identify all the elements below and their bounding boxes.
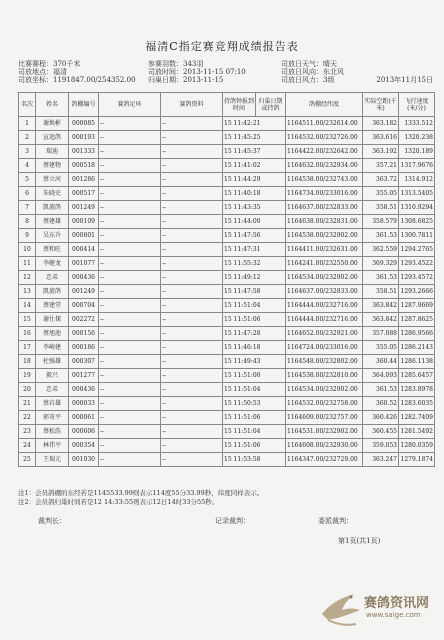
cell-distance: 363.72	[363, 173, 399, 187]
footnote-longitude: 注1：会员鸽棚的东经若是1145533.99则表示114度55分33.99秒，纬度同样表示。	[18, 489, 264, 497]
cell-speed: 1283.8978	[399, 383, 435, 397]
cell-name: 忠弟	[36, 383, 69, 397]
cell-rank: 21	[19, 397, 36, 411]
cell-pigeon-info: --	[161, 411, 223, 425]
cell-name: 蔡松浩	[36, 425, 69, 439]
cell-loft-id: 000704	[69, 299, 99, 313]
cell-rank: 20	[19, 383, 36, 397]
cell-return-time: 15 11:51:04	[223, 383, 286, 397]
cell-rank: 2	[19, 131, 36, 145]
cell-loft-coords: 1164637.00/232833.00	[286, 285, 363, 299]
table-row	[19, 313, 435, 327]
cell-ring: --	[99, 299, 161, 313]
cell-loft-coords: 1164531.00/232902.00	[286, 425, 363, 439]
table-row	[19, 159, 435, 173]
cell-ring: --	[99, 383, 161, 397]
cell-loft-coords: 1164734.00/233016.00	[286, 187, 363, 201]
cell-return-time: 15 11:47:28	[223, 327, 286, 341]
cell-ring: --	[99, 341, 161, 355]
cell-ring: --	[99, 243, 161, 257]
cell-rank: 1	[19, 117, 36, 131]
cell-rank: 4	[19, 159, 36, 173]
cell-name: 蔡和旺	[36, 243, 69, 257]
cell-distance: 360.52	[363, 397, 399, 411]
cell-ring: --	[99, 369, 161, 383]
cell-rank: 22	[19, 411, 36, 425]
cell-pigeon-info: --	[161, 425, 223, 439]
cell-loft-id: 001333	[69, 145, 99, 159]
race-info-wind-date	[281, 76, 433, 84]
cell-rank: 16	[19, 327, 36, 341]
cell-loft-coords: 1164637.00/232833.00	[286, 201, 363, 215]
cell-ring: --	[99, 355, 161, 369]
table-row	[19, 229, 435, 243]
cell-loft-id: 000436	[69, 271, 99, 285]
cell-loft-id: 001249	[69, 201, 99, 215]
cell-distance: 355.05	[363, 187, 399, 201]
table-row	[19, 173, 435, 187]
release-location: 司放地点：福清	[18, 68, 67, 76]
table-row	[19, 341, 435, 355]
cell-return-time: 15 11:45:25	[223, 131, 286, 145]
cell-loft-id: 000801	[69, 229, 99, 243]
cell-loft-coords: 1164724.00/233016.00	[286, 341, 363, 355]
cell-name: 李健龙	[36, 257, 69, 271]
cell-return-time: 15 11:42:21	[223, 117, 286, 131]
cell-ring: --	[99, 117, 161, 131]
cell-speed: 1280.0359	[399, 439, 435, 453]
cell-rank: 13	[19, 285, 36, 299]
cell-speed: 1281.5492	[399, 425, 435, 439]
table-row	[19, 299, 435, 313]
cell-distance: 358.51	[363, 285, 399, 299]
table-row	[19, 355, 435, 369]
watermark-logo	[318, 584, 436, 632]
cell-return-time: 15 11:43:35	[223, 201, 286, 215]
cell-name: 宣追鸽	[36, 131, 69, 145]
cell-ring: --	[99, 327, 161, 341]
cell-name: 王瑞元	[36, 453, 69, 467]
cell-loft-coords: 1164538.00/232743.00	[286, 173, 363, 187]
cell-ring: --	[99, 229, 161, 243]
table-row	[19, 439, 435, 453]
cell-ring: --	[99, 285, 161, 299]
cell-rank: 5	[19, 173, 36, 187]
table-row	[19, 117, 435, 131]
cell-return-time: 15 11:51:04	[223, 299, 286, 313]
cell-distance: 363.842	[363, 299, 399, 313]
table-row	[19, 215, 435, 229]
cell-loft-id: 000033	[69, 397, 99, 411]
cell-pigeon-info: --	[161, 439, 223, 453]
cell-ring: --	[99, 439, 161, 453]
cell-loft-coords: 1164538.00/232810.00	[286, 369, 363, 383]
cell-distance: 360.44	[363, 355, 399, 369]
cell-name: 谢仕探	[36, 313, 69, 327]
cell-pigeon-info: --	[161, 299, 223, 313]
cell-loft-coords: 1164532.00/232758.00	[286, 397, 363, 411]
pigeon-logo-icon	[318, 584, 364, 632]
cell-loft-id: 001277	[69, 369, 99, 383]
cell-pigeon-info: --	[161, 117, 223, 131]
cell-rank: 17	[19, 341, 36, 355]
cell-loft-id: 000109	[69, 215, 99, 229]
header-loft-id: 鸽棚编号	[69, 93, 99, 117]
cell-distance: 358.579	[363, 215, 399, 229]
cell-loft-coords: 1164534.00/232902.00	[286, 271, 363, 285]
cell-pigeon-info: --	[161, 383, 223, 397]
cell-speed: 1282.7409	[399, 411, 435, 425]
cell-speed: 1314.912	[399, 173, 435, 187]
cell-loft-id: 000414	[69, 243, 99, 257]
cell-distance: 361.53	[363, 271, 399, 285]
chief-judge-label: 裁判长：	[38, 517, 66, 525]
cell-rank: 25	[19, 453, 36, 467]
cell-name: 瑞迪	[36, 145, 69, 159]
cell-loft-coords: 1164444.00/232716.00	[286, 313, 363, 327]
cell-name: 毅兴	[36, 369, 69, 383]
cell-loft-coords: 1164241.00/232550.00	[286, 257, 363, 271]
table-row	[19, 243, 435, 257]
cell-return-time: 15 11:40:18	[223, 187, 286, 201]
table-row	[19, 453, 435, 467]
cell-pigeon-info: --	[161, 327, 223, 341]
cell-rank: 15	[19, 313, 36, 327]
header-distance: 实际空距(千米)	[363, 93, 399, 117]
cell-name: 李崎建	[36, 341, 69, 355]
table-row	[19, 187, 435, 201]
race-info-middle	[148, 60, 246, 84]
cell-loft-id: 000156	[69, 327, 99, 341]
watermark-site-name: 赛鸽资讯网	[364, 596, 430, 611]
cell-name: 郭奇平	[36, 411, 69, 425]
cell-speed: 1283.6035	[399, 397, 435, 411]
cell-loft-id: 000436	[69, 383, 99, 397]
cell-pigeon-info: --	[161, 453, 223, 467]
cell-return-time: 15 11:55:32	[223, 257, 286, 271]
cell-speed: 1320.238	[399, 131, 435, 145]
cell-pigeon-info: --	[161, 257, 223, 271]
entry-count: 参赛羽数：343羽	[148, 60, 204, 68]
watermark-url: www.saige.com	[366, 611, 421, 619]
cell-distance: 358.51	[363, 201, 399, 215]
cell-speed: 1286.9566	[399, 327, 435, 341]
cell-loft-id: 000061	[69, 411, 99, 425]
cell-ring: --	[99, 187, 161, 201]
cell-ring: --	[99, 131, 161, 145]
cell-loft-id: 000517	[69, 187, 99, 201]
cell-rank: 9	[19, 229, 36, 243]
cell-name: 谢焕彬	[36, 117, 69, 131]
cell-name: 凯旋鸽	[36, 285, 69, 299]
cell-return-time: 15 11:44:29	[223, 173, 286, 187]
cell-pigeon-info: --	[161, 271, 223, 285]
cell-rank: 6	[19, 187, 36, 201]
cell-return-time: 15 11:51:06	[223, 439, 286, 453]
cell-rank: 23	[19, 425, 36, 439]
table-row	[19, 369, 435, 383]
table-row	[19, 397, 435, 411]
cell-return-time: 15 11:50:53	[223, 397, 286, 411]
cell-speed: 1287.9669	[399, 299, 435, 313]
cell-loft-id: 000518	[69, 159, 99, 173]
cell-rank: 10	[19, 243, 36, 257]
cell-pigeon-info: --	[161, 397, 223, 411]
cell-speed: 1286.1138	[399, 355, 435, 369]
cell-ring: --	[99, 173, 161, 187]
cell-loft-coords: 1164608.00/232930.00	[286, 439, 363, 453]
cell-name: 蔡旭池	[36, 327, 69, 341]
cell-return-time: 15 11:49:12	[223, 271, 286, 285]
cell-loft-id: 000085	[69, 117, 99, 131]
cell-distance: 363.192	[363, 145, 399, 159]
cell-speed: 1300.7811	[399, 229, 435, 243]
cell-return-time: 15 11:51:04	[223, 425, 286, 439]
cell-loft-id: 000193	[69, 131, 99, 145]
table-row	[19, 271, 435, 285]
cell-rank: 24	[19, 439, 36, 453]
cell-ring: --	[99, 215, 161, 229]
cell-distance: 357.21	[363, 159, 399, 173]
cell-loft-id: 000354	[69, 439, 99, 453]
cell-distance: 359.053	[363, 439, 399, 453]
cell-loft-id: 001030	[69, 453, 99, 467]
cell-name: 林伟平	[36, 439, 69, 453]
cell-speed: 1279.1874	[399, 453, 435, 467]
cell-return-time: 15 11:49:43	[223, 355, 286, 369]
cell-return-time: 15 11:53:58	[223, 453, 286, 467]
cell-pigeon-info: --	[161, 369, 223, 383]
cell-ring: --	[99, 271, 161, 285]
cell-pigeon-info: --	[161, 173, 223, 187]
table-row	[19, 257, 435, 271]
table-header-row	[19, 93, 435, 117]
cell-speed: 1286.2143	[399, 341, 435, 355]
cell-loft-id: 001077	[69, 257, 99, 271]
cell-loft-id: 002272	[69, 313, 99, 327]
cell-distance: 355.05	[363, 341, 399, 355]
cell-distance: 362.559	[363, 243, 399, 257]
table-row	[19, 201, 435, 215]
cell-name: 蔡建物	[36, 159, 69, 173]
race-info-right	[281, 60, 344, 76]
cell-speed: 1310.9294	[399, 201, 435, 215]
race-distance: 比赛赛程：370千米	[18, 60, 81, 68]
cell-rank: 7	[19, 201, 36, 215]
cell-pigeon-info: --	[161, 201, 223, 215]
cell-loft-coords: 1164347.00/232729.00	[286, 453, 363, 467]
cell-ring: --	[99, 397, 161, 411]
header-pigeon-info: 赛鸽资料	[161, 93, 223, 117]
cell-loft-coords: 1164652.00/232921.00	[286, 327, 363, 341]
cell-pigeon-info: --	[161, 145, 223, 159]
cell-rank: 11	[19, 257, 36, 271]
cell-speed: 1293.4572	[399, 271, 435, 285]
table-row	[19, 145, 435, 159]
release-coordinates: 司放坐标：1191847.00/254352.00	[18, 76, 136, 84]
cell-loft-coords: 1164534.00/232902.00	[286, 383, 363, 397]
release-time: 司放时间：2013-11-15 07:10	[148, 68, 246, 76]
cell-distance: 360.426	[363, 411, 399, 425]
wind-level: 司放日风力：3级	[281, 76, 335, 84]
cell-speed: 1333.512	[399, 117, 435, 131]
header-speed: 飞行速度(米/分)	[399, 93, 435, 117]
cell-name: 蔡建堂	[36, 299, 69, 313]
cell-loft-id: 001249	[69, 285, 99, 299]
cell-return-time: 15 11:45:37	[223, 145, 286, 159]
cell-pigeon-info: --	[161, 215, 223, 229]
cell-name: 吴东升	[36, 229, 69, 243]
cell-speed: 1285.6457	[399, 369, 435, 383]
cell-speed: 1293.2666	[399, 285, 435, 299]
cell-speed: 1287.8625	[399, 313, 435, 327]
cell-return-time: 15 11:46:18	[223, 341, 286, 355]
header-name: 姓名	[36, 93, 69, 117]
cell-loft-coords: 1164538.00/232902.00	[286, 229, 363, 243]
header-clock-time: 持鸽钟报到时间	[223, 93, 256, 117]
cell-loft-id: 000606	[69, 425, 99, 439]
cell-distance: 364.093	[363, 369, 399, 383]
cell-loft-id: 000186	[69, 341, 99, 355]
cell-loft-coords: 1164532.00/232726.00	[286, 131, 363, 145]
cell-return-time: 15 11:51:06	[223, 313, 286, 327]
cell-speed: 1308.6825	[399, 215, 435, 229]
recording-judge-label: 记录裁判：	[215, 517, 250, 525]
appointed-judge-label: 委派裁判：	[318, 517, 353, 525]
page-number: 第1页(共1页)	[338, 537, 381, 545]
cell-loft-coords: 1164609.00/232757.00	[286, 411, 363, 425]
table-row	[19, 131, 435, 145]
cell-ring: --	[99, 201, 161, 215]
cell-distance: 357.088	[363, 327, 399, 341]
cell-ring: --	[99, 411, 161, 425]
release-weather: 司放日天气：晴天	[281, 60, 337, 68]
cell-speed: 1313.5405	[399, 187, 435, 201]
cell-rank: 3	[19, 145, 36, 159]
report-title: 福清C指定赛竞翔成绩报告表	[145, 40, 299, 53]
cell-pigeon-info: --	[161, 313, 223, 327]
cell-name: 凯旋鸽	[36, 201, 69, 215]
table-row	[19, 411, 435, 425]
header-return-date: 归巢日期或持鸽	[256, 93, 286, 117]
cell-return-time: 15 11:47:58	[223, 285, 286, 299]
cell-distance: 363.616	[363, 131, 399, 145]
cell-loft-coords: 1164632.00/232934.00	[286, 159, 363, 173]
cell-distance: 369.329	[363, 257, 399, 271]
cell-speed: 1293.4522	[399, 257, 435, 271]
cell-loft-coords: 1164411.00/232631.00	[286, 243, 363, 257]
return-date: 归巢日期：2013-11-15	[148, 76, 224, 84]
table-row	[19, 383, 435, 397]
cell-return-time: 15 11:47:31	[223, 243, 286, 257]
cell-name: 忠弟	[36, 271, 69, 285]
cell-pigeon-info: --	[161, 341, 223, 355]
cell-loft-coords: 1164511.00/232614.00	[286, 117, 363, 131]
cell-speed: 1317.9676	[399, 159, 435, 173]
cell-rank: 14	[19, 299, 36, 313]
cell-loft-coords: 1164444.00/232716.00	[286, 299, 363, 313]
cell-name: 杜强雄	[36, 355, 69, 369]
cell-loft-id: 001286	[69, 173, 99, 187]
cell-return-time: 15 11:51:06	[223, 411, 286, 425]
cell-pigeon-info: --	[161, 243, 223, 257]
header-rank: 名次	[19, 93, 36, 117]
table-row	[19, 285, 435, 299]
cell-ring: --	[99, 425, 161, 439]
cell-name: 蔡建雄	[36, 215, 69, 229]
cell-return-time: 15 11:51:00	[223, 369, 286, 383]
cell-name: 蔡岩雄	[36, 397, 69, 411]
cell-ring: --	[99, 257, 161, 271]
cell-distance: 363.182	[363, 117, 399, 131]
cell-ring: --	[99, 159, 161, 173]
race-info-left	[18, 60, 136, 84]
cell-return-time: 15 11:41:02	[223, 159, 286, 173]
cell-return-time: 15 11:44:00	[223, 215, 286, 229]
cell-distance: 360.455	[363, 425, 399, 439]
cell-loft-coords: 1164422.00/232642.00	[286, 145, 363, 159]
cell-rank: 19	[19, 369, 36, 383]
table-row	[19, 425, 435, 439]
cell-rank: 12	[19, 271, 36, 285]
cell-pigeon-info: --	[161, 229, 223, 243]
cell-ring: --	[99, 453, 161, 467]
wind-direction: 司放日风向：东北风	[281, 68, 344, 76]
cell-distance: 363.247	[363, 453, 399, 467]
cell-distance: 361.53	[363, 229, 399, 243]
results-table	[18, 92, 435, 467]
cell-pigeon-info: --	[161, 159, 223, 173]
cell-rank: 8	[19, 215, 36, 229]
header-loft-coords: 鸽棚经纬度	[286, 93, 363, 117]
cell-name: 朱晓史	[36, 187, 69, 201]
cell-name: 蔡立河	[36, 173, 69, 187]
cell-speed: 1320.189	[399, 145, 435, 159]
header-ring: 赛鸽足环	[99, 93, 161, 117]
cell-ring: --	[99, 145, 161, 159]
table-row	[19, 327, 435, 341]
cell-pigeon-info: --	[161, 285, 223, 299]
cell-loft-coords: 1164548.00/232802.00	[286, 355, 363, 369]
cell-pigeon-info: --	[161, 187, 223, 201]
cell-rank: 18	[19, 355, 36, 369]
cell-pigeon-info: --	[161, 131, 223, 145]
cell-ring: --	[99, 313, 161, 327]
cell-return-time: 15 11:47:56	[223, 229, 286, 243]
cell-pigeon-info: --	[161, 355, 223, 369]
cell-speed: 1294.2765	[399, 243, 435, 257]
footnote-time: 注2：会员鸽归巢时间若是12 14:33:55则表示12日14时33分55秒。	[18, 498, 219, 506]
report-date: 2013年11月15日	[376, 76, 433, 84]
cell-loft-id: 000307	[69, 355, 99, 369]
cell-distance: 361.53	[363, 383, 399, 397]
cell-loft-coords: 1164638.00/232831.00	[286, 215, 363, 229]
cell-distance: 363.842	[363, 313, 399, 327]
